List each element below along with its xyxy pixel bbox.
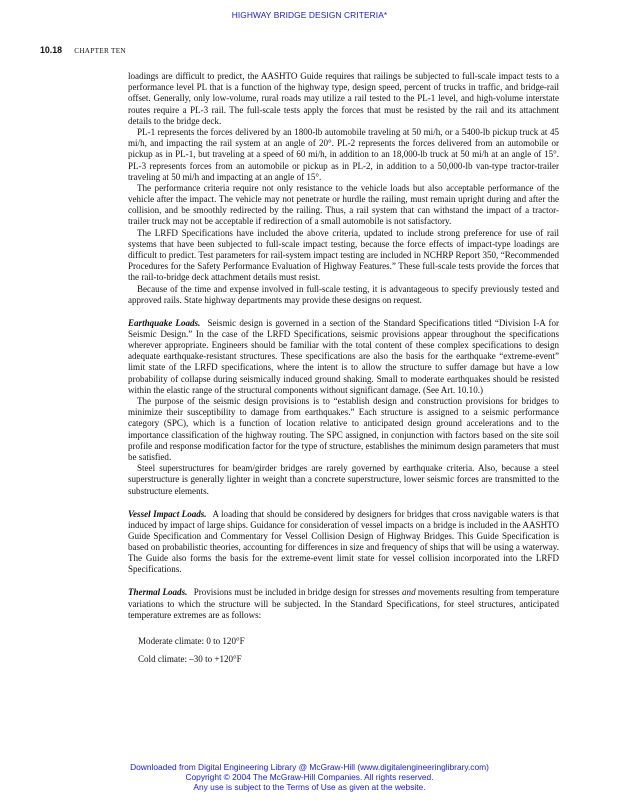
paragraph-steel-superstructures: Steel superstructures for beam/girder bridges are rarely governed by earthquake criteria. Also, because a steel superstructure is generally lighter in weight than a concrete superstructure, lower seismic forces are transmitted to the substructure elements. xyxy=(128,463,559,496)
chapter-title: CHAPTER TEN xyxy=(74,47,126,55)
climate-list xyxy=(128,632,559,668)
heading-thermal-loads: Thermal Loads. xyxy=(128,587,188,598)
page-number: 10.18 xyxy=(40,45,63,55)
paragraph-seismic-purpose: The purpose of the seismic design provisions is to “establish design and construction provisions for bridges to minimize their susceptibility to damage from earthquakes.” Each structure is assigned to a seismic performance category (SPC), which is a function of location relative to anticipated design ground accelerations and to the importance classification of the highway routing. The SPC assigned, in conjunction with factors based on the site soil profile and response modification factor for the type of structure, establishes the minimum design parameters that must be satisfied. xyxy=(128,396,559,462)
paragraph-vessel-impact: A loading that should be considered by designers for bridges that cross navigable waters is that induced by impact of large ships. Guidance for consideration of vessel impacts on a bridge is included in the AASHTO Guide Specification and Commentary for Vessel Collision Design of Highway Bridges. This Guide Specification is based on probabilistic theories, accounting for differences in size and frequency of ships that will be using a waterway. The Guide also forms the basis for the extreme-event limit state for vessel collision incorporated into the LRFD Specifications. xyxy=(128,508,560,575)
footer-copyright: Copyright © 2004 The McGraw-Hill Companies. All rights reserved. xyxy=(185,772,434,783)
thermal-text-b: movements resulting from temperature variations to which the structure will be subjected. In the Standard Specifications, for steel structures, anticipated temperature extremes are as follows: xyxy=(128,587,560,620)
footer-download-link[interactable]: Downloaded from Digital Engineering Library @ McGraw-Hill (www.digitalengineeringlibrary.com) xyxy=(130,762,489,772)
paragraph-tested-rails: Because of the time and expense involved in full-scale testing, it is advantageous to specify previously tested and approved rails. State highway departments may provide these designs on request. xyxy=(128,283,559,305)
thermal-text-and: and xyxy=(402,587,416,598)
footer xyxy=(0,762,619,793)
thermal-text-a: Provisions must be included in bridge design for stresses xyxy=(193,587,400,598)
document-banner: HIGHWAY BRIDGE DESIGN CRITERIA* xyxy=(231,10,388,20)
section-earthquake-loads xyxy=(128,318,559,396)
heading-vessel-impact-loads: Vessel Impact Loads. xyxy=(128,508,207,519)
body-text xyxy=(128,71,559,668)
section-thermal-loads xyxy=(128,587,559,621)
heading-earthquake-loads: Earthquake Loads. xyxy=(128,317,201,328)
cold-climate-item: Cold climate: –30 to +120°F xyxy=(138,654,242,665)
paragraph-pl-levels: PL-1 represents the forces delivered by an 1800-lb automobile traveling at 50 mi/h, or a 5400-lb pickup truck at 45 mi/h, and impacting the rail system at an angle of 20°. PL-2 represents the forces delivered from an automobile or pickup as in PL-1, but traveling at a speed of 60 mi/h, in addition to an 18,000-lb truck at 50 mi/h at an angle of 15°. PL-3 represents forces from an automobile or pickup as in PL-2, in addition to a 50,000-lb van-type tractor-trailer traveling at 50 mi/h and impacting at an angle of 15°. xyxy=(128,126,559,182)
section-vessel-impact-loads xyxy=(128,509,559,576)
paragraph-railing-tests: loadings are difficult to predict, the AASHTO Guide requires that railings be subjected to full-scale impact tests to a performance level PL that is a function of the highway type, design speed, percent of trucks in traffic, and bridge-rail offset. Generally, only low-volume, rural roads may utilize a rail tested to the PL-1 level, and high-volume interstate routes require a PL-3 rail. The full-scale tests apply the forces that must be resisted by the rail and its attachment details to the bridge deck. xyxy=(128,71,559,126)
paragraph-seismic-design: Seismic design is governed in a section of the Standard Specifications titled “Division I-A for Seismic Design.” In the case of the LRFD Specifications, seismic provisions appear throughout the specifications wherever appropriate. Engineers should be familiar with the total content of these complex specifications to design adequate earthquake-resistant structures. These specifications are also the basis for the earthquake “extreme-event” limit state of the LRFD specifications, where the intent is to allow the structure to suffer damage but have a low probability of collapse during seismically induced ground shaking. Small to moderate earthquakes should be resisted within the elastic range of the structural components without significant damage. (See Art. 10.10.) xyxy=(128,317,560,395)
running-head xyxy=(40,45,126,55)
paragraph-performance-criteria: The performance criteria require not only resistance to the vehicle loads but also acceptable performance of the vehicle after the impact. The vehicle may not penetrate or hurdle the railing, must remain upright during and after the collision, and be smoothly redirected by the railing. Thus, a rail system that can withstand the impact of a tractor-trailer truck may not be acceptable if redirection of a small automobile is not satisfactory. xyxy=(128,182,559,227)
paragraph-lrfd-rail: The LRFD Specifications have included the above criteria, updated to include strong preference for use of rail systems that have been subjected to full-scale impact testing, because the force effects of impact-type loadings are difficult to predict. Test parameters for rail-system impact testing are included in NCHRP Report 350, “Recommended Procedures for the Safety Performance Evaluation of Highway Features.” These full-scale tests provide the forces that the rail-to-bridge deck attachment details must resist. xyxy=(128,227,559,283)
footer-terms: Any use is subject to the Terms of Use as given at the website. xyxy=(193,782,426,793)
moderate-climate-item: Moderate climate: 0 to 120°F xyxy=(138,636,245,647)
